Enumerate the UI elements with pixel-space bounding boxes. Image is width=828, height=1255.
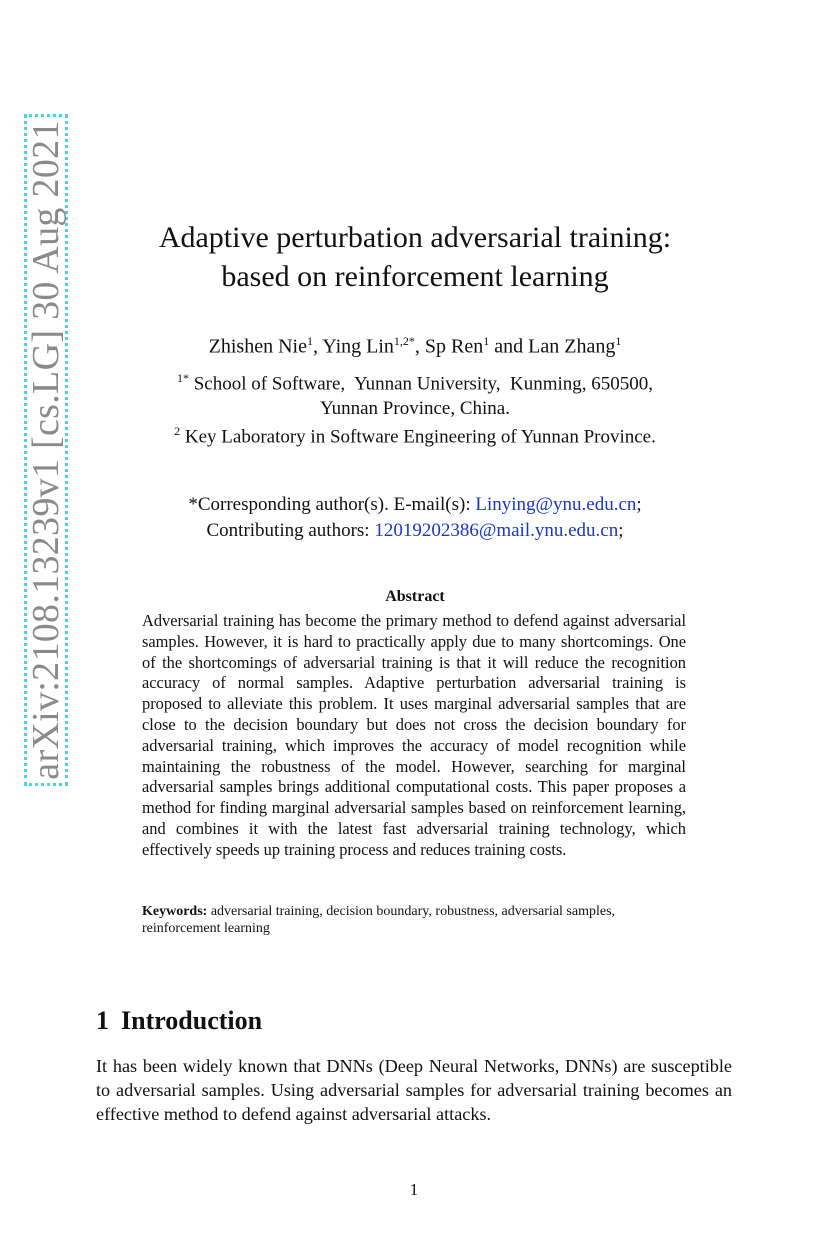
abstract-heading: Abstract [385,588,445,605]
title-line-1: Adaptive perturbation adversarial training: [158,221,672,254]
author-separator: , [414,335,425,358]
arxiv-identifier: arXiv:2108.13239v1 [cs.LG] 30 Aug 2021 [25,120,67,780]
keywords-label: Keywords: [142,904,208,919]
author-name: Ying Lin [322,335,394,358]
affiliation-2 [90,424,740,448]
section-heading [96,1006,262,1036]
contributing-email-link[interactable]: 12019202386@mail.ynu.edu.cn [374,520,619,541]
author-list [90,334,740,359]
corresponding-label: *Corresponding author(s). E-mail(s): [188,494,476,515]
author-separator: and [489,335,529,358]
punctuation: ; [618,520,624,541]
affiliation-line: Yunnan Province, China. [320,398,510,420]
author-name: Sp Ren [424,335,484,358]
corresponding-author-line [90,494,740,516]
introduction-paragraph: It has been widely known that DNNs (Deep Neural Networks, DNNs) are susceptible to adversarial samples. Using adversarial samples for adversarial training becomes an effective method to defend against adversarial attacks. [96,1056,732,1124]
page-number: 1 [409,1180,419,1199]
corresponding-email-link[interactable]: Linying@ynu.edu.cn [475,494,637,515]
arxiv-stamp [24,114,68,786]
author-affiliation-marker: 1,2* [393,334,415,348]
affiliation-marker: 1* [176,371,189,385]
author-affiliation-marker: 1 [615,334,622,348]
contributing-authors-line [90,520,740,542]
affiliation-line: Key Laboratory in Software Engineering of Yunnan Province. [184,426,656,448]
punctuation: ; [636,494,642,515]
author-affiliation-marker: 1 [306,334,313,348]
contributing-label: Contributing authors: [206,520,375,541]
paper-title [90,218,740,296]
affiliation-line: School of Software, Yunnan University, Kunming, 650500, [193,373,654,395]
author-name: Zhishen Nie [208,335,307,358]
author-name: Lan Zhang [528,335,616,358]
affiliation-1 [90,371,740,420]
keywords-text: adversarial training, decision boundary, robustness, adversarial samples, reinforcement learning [142,904,619,936]
author-affiliation-marker: 1 [483,334,490,348]
section-title: Introduction [121,1006,263,1035]
abstract-text: Adversarial training has become the primary method to defend against adversarial samples. However, it is hard to practically apply due to many shortcomings. One of the shortcomings of adversarial training is that it will reduce the recognition accuracy of normal samples. Adaptive perturbation adversarial training is proposed to alleviate this problem. It uses marginal adversarial samples that are close to the decision boundary but does not cross the decision boundary for adversarial training, which improves the accuracy of model recognition while maintaining the robustness of the model. However, searching for marginal adversarial samples brings additional computational costs. This paper proposes a method for finding marginal adversarial samples based on reinforcement learning, and combines it with the latest fast adversarial training technology, which effectively speeds up training process and reduces training costs. [142,611,686,859]
author-separator: , [312,335,323,358]
title-line-2: based on reinforcement learning [221,260,609,293]
section-number: 1 [96,1006,109,1035]
keywords [142,903,686,937]
affiliation-marker: 2 [174,424,181,438]
